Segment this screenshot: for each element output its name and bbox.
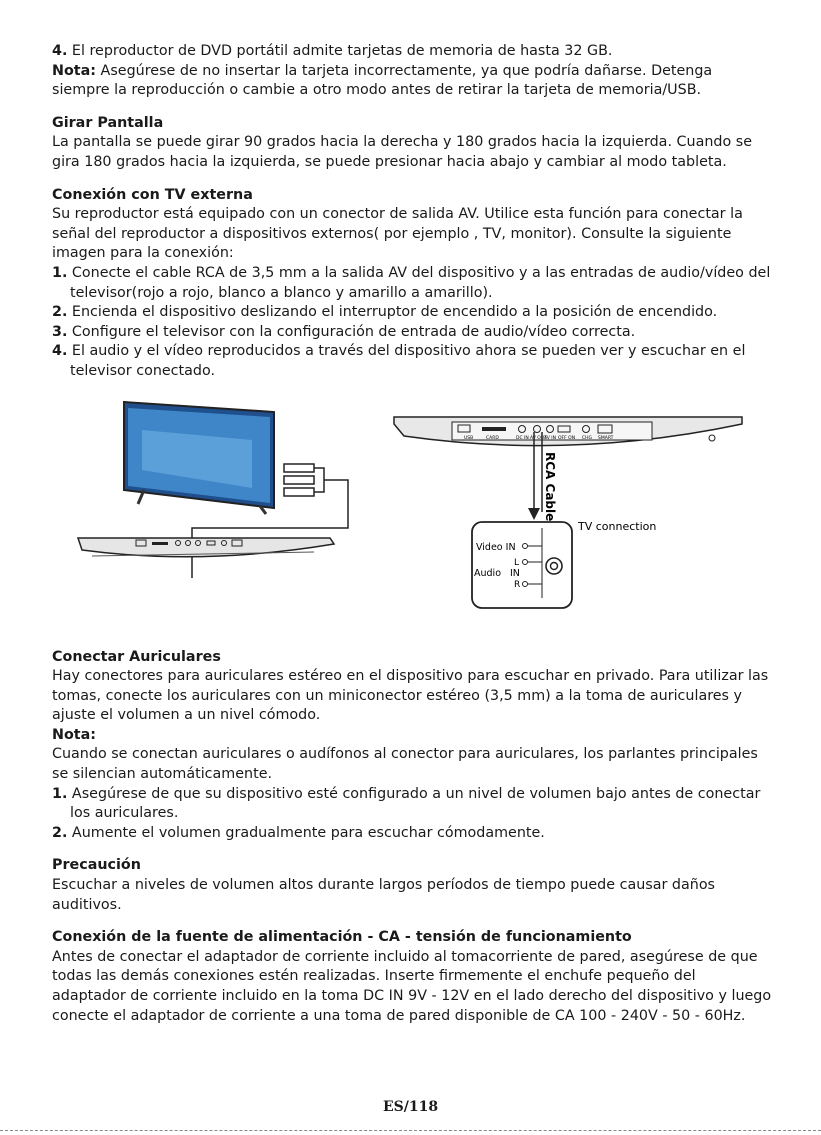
list-item: 4. El audio y el vídeo reproducidos a través del dispositivo ahora se pueden ver y escuchar en el televisor conectado.: [52, 343, 746, 379]
page-divider: [0, 1130, 821, 1131]
tv-connection-box: [472, 522, 572, 608]
page-number: ES/118: [382, 1099, 439, 1115]
port-label: AV OUT: [530, 435, 547, 441]
r-label: R: [514, 579, 521, 590]
l-label: L: [514, 557, 520, 568]
list-item: 2. Aumente el volumen gradualmente para escuchar cómodamente.: [52, 824, 545, 841]
audio-label: Audio: [474, 567, 502, 579]
video-in-label: Video IN: [476, 541, 516, 553]
heading-girar-pantalla: Girar Pantalla: [52, 114, 164, 131]
heading-nota: Nota:: [52, 726, 96, 743]
in-label: IN: [510, 567, 520, 579]
port-label: DC IN: [516, 435, 529, 441]
paragraph-precaucion: Escuchar a niveles de volumen altos durante largos períodos de tiempo puede causar daños auditivos.: [52, 877, 716, 913]
port-label: CHG: [582, 435, 593, 441]
port-label: USB: [464, 435, 474, 441]
list-item: 2. Encienda el dispositivo deslizando el interruptor de encendido a la posición de encendido.: [52, 304, 718, 321]
paragraph-memory-card: 4. El reproductor de DVD portátil admite tarjetas de memoria de hasta 32 GB.: [52, 43, 613, 59]
paragraph-conexion-tv: Su reproductor está equipado con un conector de salida AV. Utilice esta función para conectar la señal del reproductor a dispositivos externos( por ejemplo , TV, monitor). Consulte la siguiente imagen para la conexión:: [52, 206, 743, 262]
port-label: AV IN: [544, 435, 556, 441]
player-left: [78, 538, 334, 557]
heading-precaucion: Precaución: [52, 857, 141, 874]
heading-auriculares: Conectar Auriculares: [52, 648, 221, 665]
tv-illustration: [124, 402, 274, 514]
connection-diagram: [52, 390, 772, 638]
paragraph-nota: Cuando se conectan auriculares o audífonos al conector para auriculares, los parlantes principales se silencian automáticamente.: [52, 746, 758, 783]
heading-conexion-tv: Conexión con TV externa: [52, 186, 253, 203]
connection-diagram-svg: [52, 390, 772, 638]
paragraph-note-card: Nota: Asegúrese de no insertar la tarjeta incorrectamente, ya que podría dañarse. Detenga siempre la reproducción o cambie a otro modo antes de retirar la tarjeta de memoria/USB.: [52, 62, 713, 99]
port-label: OFF ON: [558, 435, 576, 441]
list-item: 1. Conecte el cable RCA de 3,5 mm a la salida AV del dispositivo y a las entradas de audio/vídeo del televisor(rojo a rojo, blanco a blanco y amarillo a amarillo).: [52, 264, 771, 301]
list-item: 1. Asegúrese de que su dispositivo esté configurado a un nivel de volumen bajo antes de conectar los auriculares.: [52, 785, 761, 822]
port-label: SMART: [598, 435, 614, 441]
paragraph-auriculares: Hay conectores para auriculares estéreo en el dispositivo para escuchar en privado. Para utilizar las tomas, conecte los auriculares con un miniconector estéreo (3,5 mm) a la toma de auriculares y ajuste el volumen a un nivel cómodo.: [52, 668, 769, 724]
player-right: [394, 417, 742, 446]
heading-alimentacion: Conexión de la fuente de alimentación - CA - tensión de funcionamiento: [52, 929, 632, 946]
port-label: CARD: [486, 435, 499, 441]
paragraph-girar-pantalla: La pantalla se puede girar 90 grados hacia la derecha y 180 grados hacia la izquierda. Cuando se gira 180 grados hacia la izquierda, se puede presionar hacia abajo y cambiar al modo tableta.: [52, 134, 753, 170]
manual-page: [52, 42, 772, 1026]
tv-connection-label: TV connection: [578, 519, 657, 533]
rca-cable-label: RCA Cable: [543, 451, 557, 521]
list-item: 3. Configure el televisor con la configuración de entrada de audio/vídeo correcta.: [52, 323, 636, 340]
paragraph-alimentacion: Antes de conectar el adaptador de corriente incluido al tomacorriente de pared, asegúrese de que todas las demás conexiones estén realizadas. Inserte firmemente el enchufe pequeño del adaptador de corriente incluido en la toma DC IN 9V - 12V en el lado derecho del dispositivo y luego conecte el adaptador de corriente a una toma de pared disponible de CA 100 - 240V - 50 - 60Hz.: [52, 948, 772, 1024]
